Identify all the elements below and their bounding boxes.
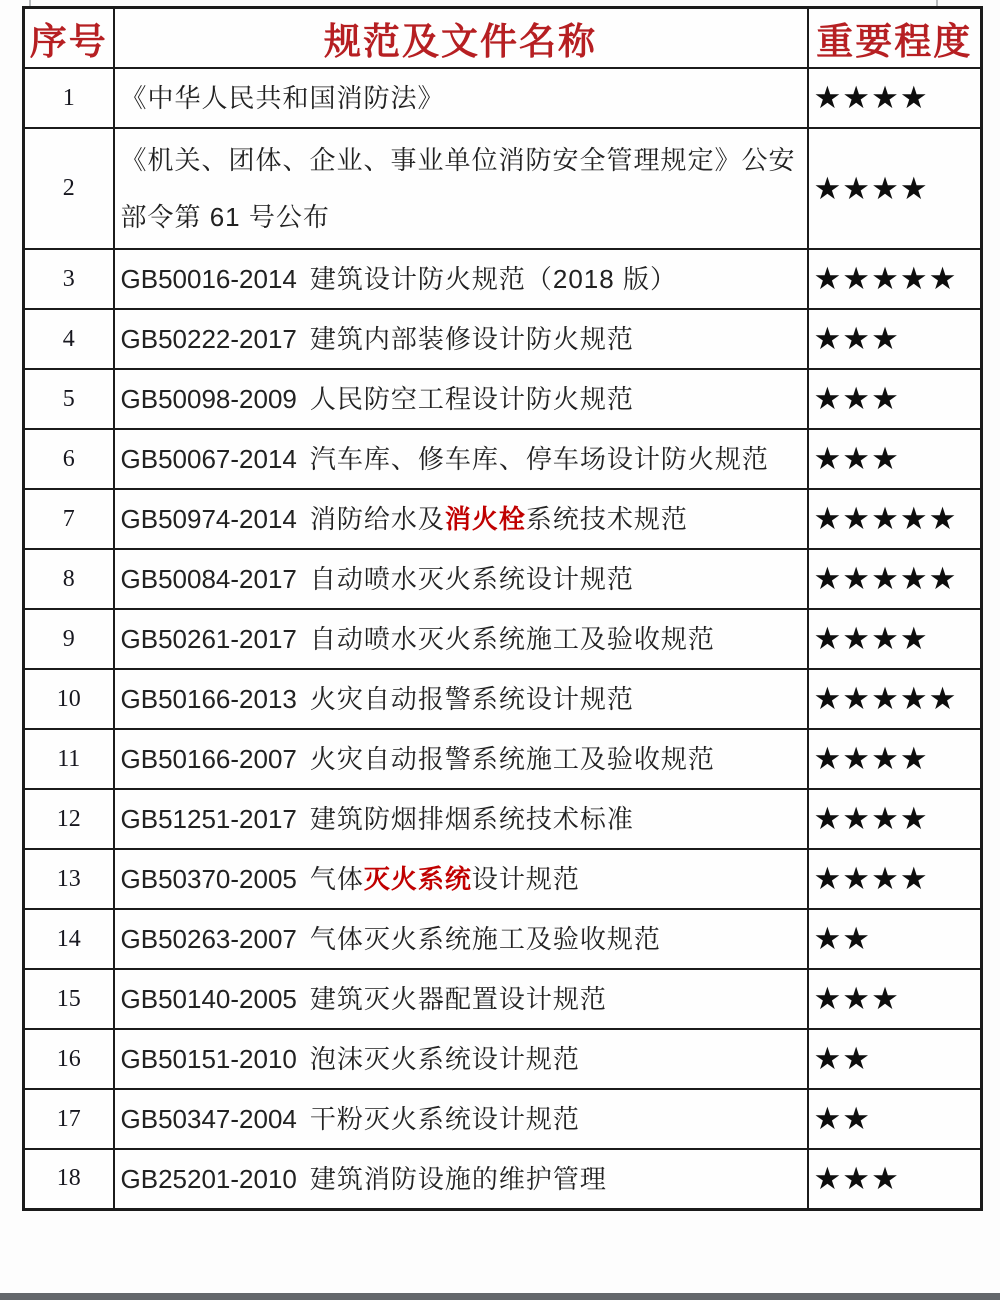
- column-header-document-name: 规范及文件名称: [114, 8, 808, 69]
- standard-code: GB50140-2005: [120, 983, 297, 1014]
- serial-number: 7: [24, 489, 114, 549]
- importance-stars: ★★★★★: [808, 549, 982, 609]
- importance-stars: ★★★★: [808, 729, 982, 789]
- importance-stars: ★★★★: [808, 789, 982, 849]
- table-row: [24, 669, 982, 729]
- table-row: [24, 1029, 982, 1089]
- importance-stars: ★★★★: [808, 609, 982, 669]
- standard-code: GB50974-2014: [120, 503, 297, 534]
- highlighted-text: 消火栓: [444, 503, 526, 534]
- serial-number: 14: [24, 909, 114, 969]
- table-row: [24, 969, 982, 1029]
- table-row: [24, 309, 982, 369]
- document-name: [114, 1089, 808, 1149]
- document-name: [114, 128, 808, 249]
- importance-stars: ★★: [808, 1029, 982, 1089]
- serial-number: 2: [24, 128, 114, 249]
- name-text: 汽车库、修车库、停车场设计防火规范: [309, 443, 769, 474]
- name-text: 消防给水及: [309, 503, 445, 534]
- name-text: 系统技术规范: [525, 503, 688, 534]
- table-row: [24, 549, 982, 609]
- importance-stars: ★★: [808, 1089, 982, 1149]
- standard-code: GB25201-2010: [120, 1163, 297, 1194]
- table-row: [24, 1089, 982, 1149]
- standard-code: GB50098-2009: [120, 383, 297, 414]
- importance-stars: ★★★: [808, 369, 982, 429]
- serial-number: 4: [24, 309, 114, 369]
- document-name: [114, 969, 808, 1029]
- table-row: [24, 849, 982, 909]
- name-text: 火灾自动报警系统施工及验收规范: [309, 743, 715, 774]
- document-name: [114, 489, 808, 549]
- standard-code: GB50347-2004: [120, 1103, 297, 1134]
- document-name: [114, 1149, 808, 1209]
- table-row: [24, 369, 982, 429]
- name-text: 建筑内部装修设计防火规范: [309, 323, 634, 354]
- standard-code: GB50166-2013: [120, 683, 297, 714]
- standard-code: GB50151-2010: [120, 1043, 297, 1074]
- document-name: [114, 68, 808, 128]
- name-text: 《机关、团体、企业、事业单位消防安全管理规定》公安部令第 61 号公布: [120, 144, 796, 232]
- name-text: 干粉灭火系统设计规范: [309, 1103, 580, 1134]
- name-text: 建筑防烟排烟系统技术标准: [309, 803, 634, 834]
- table-row: [24, 609, 982, 669]
- name-text: 建筑消防设施的维护管理: [309, 1163, 607, 1194]
- standards-importance-table: [22, 6, 983, 1211]
- importance-stars: ★★★: [808, 429, 982, 489]
- document-name: [114, 429, 808, 489]
- name-text: 建筑设计防火规范（2018 版）: [309, 263, 677, 294]
- importance-stars: ★★★★: [808, 68, 982, 128]
- serial-number: 17: [24, 1089, 114, 1149]
- table-row: [24, 1149, 982, 1209]
- name-text: 自动喷水灭火系统施工及验收规范: [309, 623, 715, 654]
- table-row: [24, 128, 982, 249]
- serial-number: 16: [24, 1029, 114, 1089]
- standard-code: GB50370-2005: [120, 863, 297, 894]
- standard-code: GB50222-2017: [120, 323, 297, 354]
- document-name: [114, 789, 808, 849]
- standard-code: GB50016-2014: [120, 263, 297, 294]
- table-row: [24, 429, 982, 489]
- name-text: 人民防空工程设计防火规范: [309, 383, 634, 414]
- serial-number: 12: [24, 789, 114, 849]
- document-name: [114, 309, 808, 369]
- importance-stars: ★★: [808, 909, 982, 969]
- highlighted-text: 灭火系统: [363, 863, 472, 894]
- table-row: [24, 729, 982, 789]
- serial-number: 6: [24, 429, 114, 489]
- serial-number: 11: [24, 729, 114, 789]
- name-text: 《中华人民共和国消防法》: [120, 82, 445, 113]
- document-name: [114, 729, 808, 789]
- standard-code: GB50166-2007: [120, 743, 297, 774]
- document-name: [114, 1029, 808, 1089]
- name-text: 自动喷水灭火系统设计规范: [309, 563, 634, 594]
- serial-number: 8: [24, 549, 114, 609]
- document-name: [114, 909, 808, 969]
- importance-stars: ★★★★★: [808, 489, 982, 549]
- serial-number: 3: [24, 249, 114, 309]
- standard-code: GB50261-2017: [120, 623, 297, 654]
- table-header: [24, 8, 982, 69]
- table-row: [24, 68, 982, 128]
- table-row: [24, 249, 982, 309]
- document-name: [114, 369, 808, 429]
- document-name: [114, 549, 808, 609]
- table-body: [24, 68, 982, 1209]
- standard-code: GB50084-2017: [120, 563, 297, 594]
- document-name: [114, 609, 808, 669]
- importance-stars: ★★★: [808, 309, 982, 369]
- serial-number: 13: [24, 849, 114, 909]
- standard-code: GB51251-2017: [120, 803, 297, 834]
- importance-stars: ★★★: [808, 969, 982, 1029]
- name-text: 气体: [309, 863, 364, 894]
- serial-number: 9: [24, 609, 114, 669]
- document-name: [114, 669, 808, 729]
- serial-number: 1: [24, 68, 114, 128]
- standard-code: GB50067-2014: [120, 443, 297, 474]
- column-header-serial: 序号: [24, 8, 114, 69]
- table-row: [24, 909, 982, 969]
- table-row: [24, 489, 982, 549]
- importance-stars: ★★★: [808, 1149, 982, 1209]
- name-text: 泡沫灭火系统设计规范: [309, 1043, 580, 1074]
- importance-stars: ★★★★★: [808, 669, 982, 729]
- table-row: [24, 789, 982, 849]
- serial-number: 18: [24, 1149, 114, 1209]
- column-header-importance: 重要程度: [808, 8, 982, 69]
- importance-stars: ★★★★: [808, 849, 982, 909]
- bottom-divider-bar: [0, 1293, 1000, 1300]
- name-text: 设计规范: [471, 863, 580, 894]
- serial-number: 10: [24, 669, 114, 729]
- serial-number: 5: [24, 369, 114, 429]
- document-name: [114, 249, 808, 309]
- serial-number: 15: [24, 969, 114, 1029]
- document-name: [114, 849, 808, 909]
- importance-stars: ★★★★: [808, 128, 982, 249]
- name-text: 火灾自动报警系统设计规范: [309, 683, 634, 714]
- name-text: 建筑灭火器配置设计规范: [309, 983, 607, 1014]
- name-text: 气体灭火系统施工及验收规范: [309, 923, 661, 954]
- importance-stars: ★★★★★: [808, 249, 982, 309]
- standard-code: GB50263-2007: [120, 923, 297, 954]
